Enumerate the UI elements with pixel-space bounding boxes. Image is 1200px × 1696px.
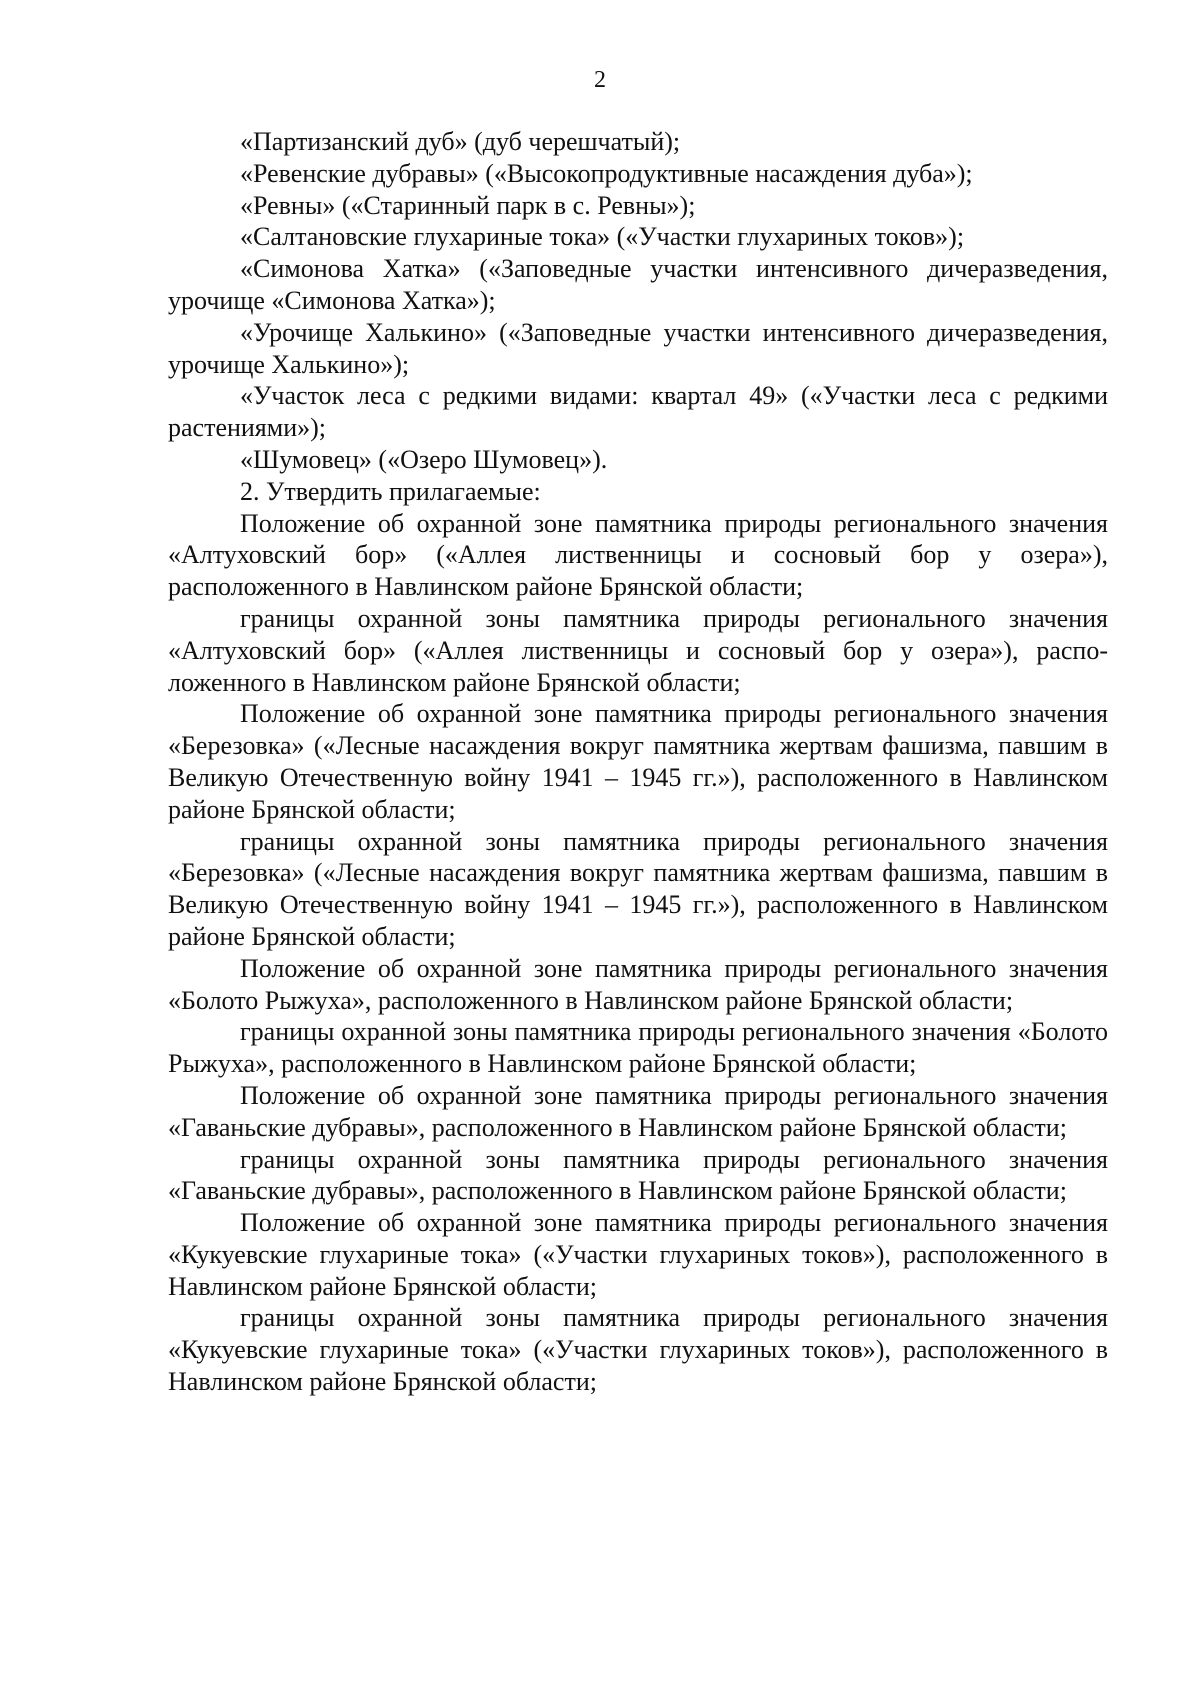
paragraph-polozhenie-berezovka: Положение об охранной зоне памятника природы регионального значения «Березовка» («Лесные насаждения вокруг памятника жертвам фашизма, павшим в Великую Отечественную войну 1941 – 1945 гг.»), расположенного в Навлинском районе Брянской области;: [168, 699, 1108, 824]
paragraph-revenskie-dubravy: «Ревенские дубравы» («Высокопродуктивные насаждения дуба»);: [240, 158, 973, 188]
page-number: 2: [594, 67, 606, 93]
paragraph-polozhenie-gavanskie: Положение об охранной зоне памятника природы регионального значения «Гаваньские дубравы», расположенного в Навлинском районе Брянской области;: [168, 1080, 1108, 1142]
paragraph-polozhenie-altukhovsky: Положение об охранной зоне памятника природы регионального значения «Алтуховский бор» («Аллея лиственницы и сосновый бор у озера»), расположенного в Навлинском районе Брянской области;: [168, 508, 1108, 602]
paragraph-granitsy-gavanskie: границы охранной зоны памятника природы регионального значения «Гаваньские дубравы», расположенного в Навлинском районе Брянской области;: [168, 1144, 1108, 1206]
paragraph-shumovets: «Шумовец» («Озеро Шумовец»).: [240, 444, 608, 474]
paragraph-item-2-heading: 2. Утвердить прилагаемые:: [240, 476, 541, 506]
paragraph-granitsy-kukuevskie: границы охранной зоны памятника природы регионального значения «Кукуевские глухариные тока» («Участки глухариных токов»), расположенного в Навлинском районе Брянской области;: [168, 1303, 1108, 1397]
paragraph-granitsy-ryzhukha: границы охранной зоны памятника природы регионального значения «Болото Рыжуха», расположенного в Навлинском районе Брянской области;: [168, 1017, 1108, 1079]
document-body: [168, 126, 1108, 1398]
paragraph-simonova-khatka: «Симонова Хатка» («Заповедные участки интенсивного дичеразведения, урочище «Симонова Хатка»);: [168, 254, 1108, 315]
paragraph-partizansky-dub: «Партизанский дуб» (дуб черешчатый);: [240, 127, 681, 156]
paragraph-revny: «Ревны» («Старинный парк в с. Ревны»);: [240, 190, 696, 220]
paragraph-granitsy-altukhovsky: границы охранной зоны памятника природы регионального значения «Алтуховский бор» («Аллея лиственницы и сосновый бор у озера»), расположенного в Навлинском районе Брянской области;: [168, 603, 1108, 697]
paragraph-urochishche-khalkino: «Урочище Халькино» («Заповедные участки интенсивного дичеразведения, урочище Халькино»);: [168, 317, 1108, 379]
paragraph-saltanovskie-toka: «Салтановские глухариные тока» («Участки глухариных токов»);: [240, 222, 965, 252]
paragraph-uchastok-lesa: «Участок леса с редкими видами: квартал 49» («Участки леса с редкими растениями»);: [168, 381, 1108, 443]
paragraph-polozhenie-ryzhukha: Положение об охранной зоне памятника природы регионального значения «Болото Рыжуха», расположенного в Навлинском районе Брянской области;: [168, 953, 1108, 1015]
paragraph-polozhenie-kukuevskie: Положение об охранной зоне памятника природы регионального значения «Кукуевские глухариные тока» («Участки глухариных токов»), расположенного в Навлинском районе Брянской области;: [168, 1208, 1108, 1301]
paragraph-granitsy-berezovka: границы охранной зоны памятника природы регионального значения «Березовка» («Лесные насаждения вокруг памятника жертвам фашизма, павшим в Великую Отечественную войну 1941 – 1945 гг.»), расположенного в Навлинском районе Брянской области;: [168, 826, 1108, 951]
